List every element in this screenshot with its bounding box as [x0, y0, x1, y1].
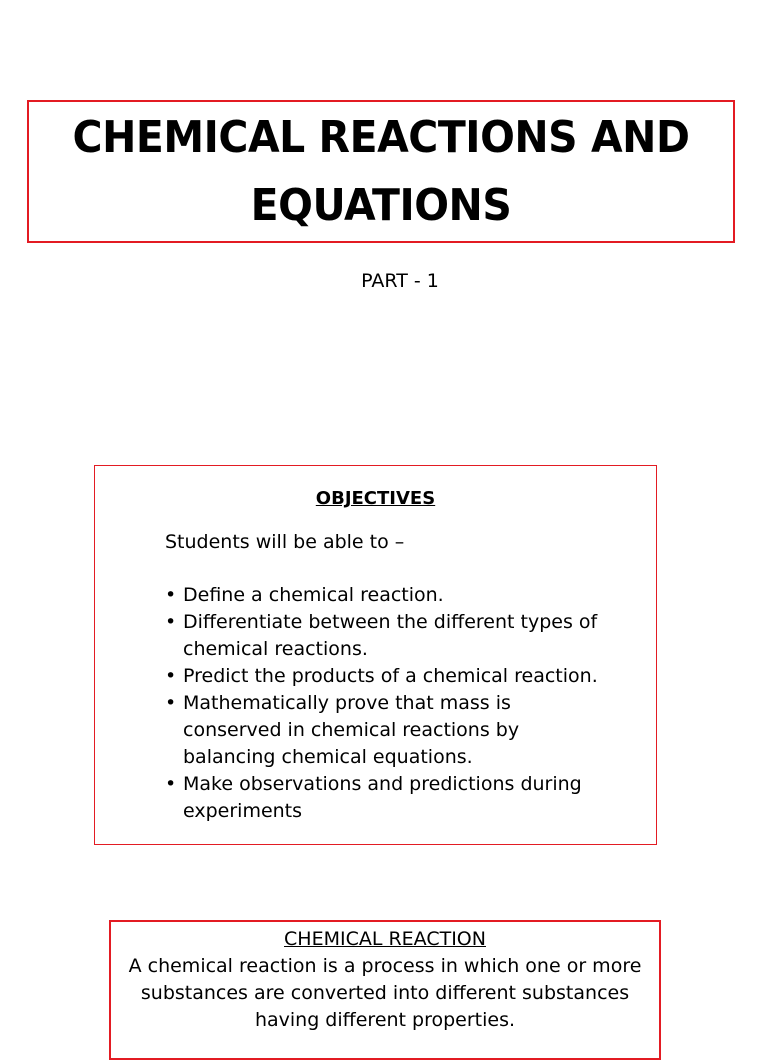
title-box — [27, 100, 735, 243]
list-item — [165, 771, 605, 825]
list-item — [165, 663, 605, 690]
chemical-reaction-box — [109, 920, 661, 1060]
objective-text: Predict the products of a chemical reaction. — [183, 665, 598, 687]
objectives-heading: OBJECTIVES — [315, 488, 436, 509]
bullet-icon: • — [165, 584, 177, 606]
page-subtitle: PART - 1 — [361, 270, 439, 292]
objectives-box — [94, 465, 657, 845]
list-item — [165, 609, 605, 663]
list-item — [165, 690, 605, 771]
objective-text: Define a chemical reaction. — [183, 584, 444, 606]
objectives-list — [165, 582, 605, 825]
list-item — [165, 582, 605, 609]
page-title: CHEMICAL REACTIONS AND EQUATIONS — [72, 111, 690, 231]
bullet-icon: • — [165, 611, 177, 633]
objective-text: Make observations and predictions during experiments — [183, 773, 582, 822]
objectives-intro: Students will be able to – — [165, 531, 405, 553]
bullet-icon: • — [165, 773, 177, 795]
chemical-reaction-heading: CHEMICAL REACTION — [284, 928, 486, 950]
chemical-reaction-definition: A chemical reaction is a process in which one or more substances are converted into different substances having different properties. — [128, 955, 642, 1031]
objective-text: Mathematically prove that mass is conserved in chemical reactions by balancing chemical equations. — [183, 692, 520, 768]
bullet-icon: • — [165, 665, 177, 687]
bullet-icon: • — [165, 692, 177, 714]
objective-text: Differentiate between the different types of chemical reactions. — [183, 611, 598, 660]
